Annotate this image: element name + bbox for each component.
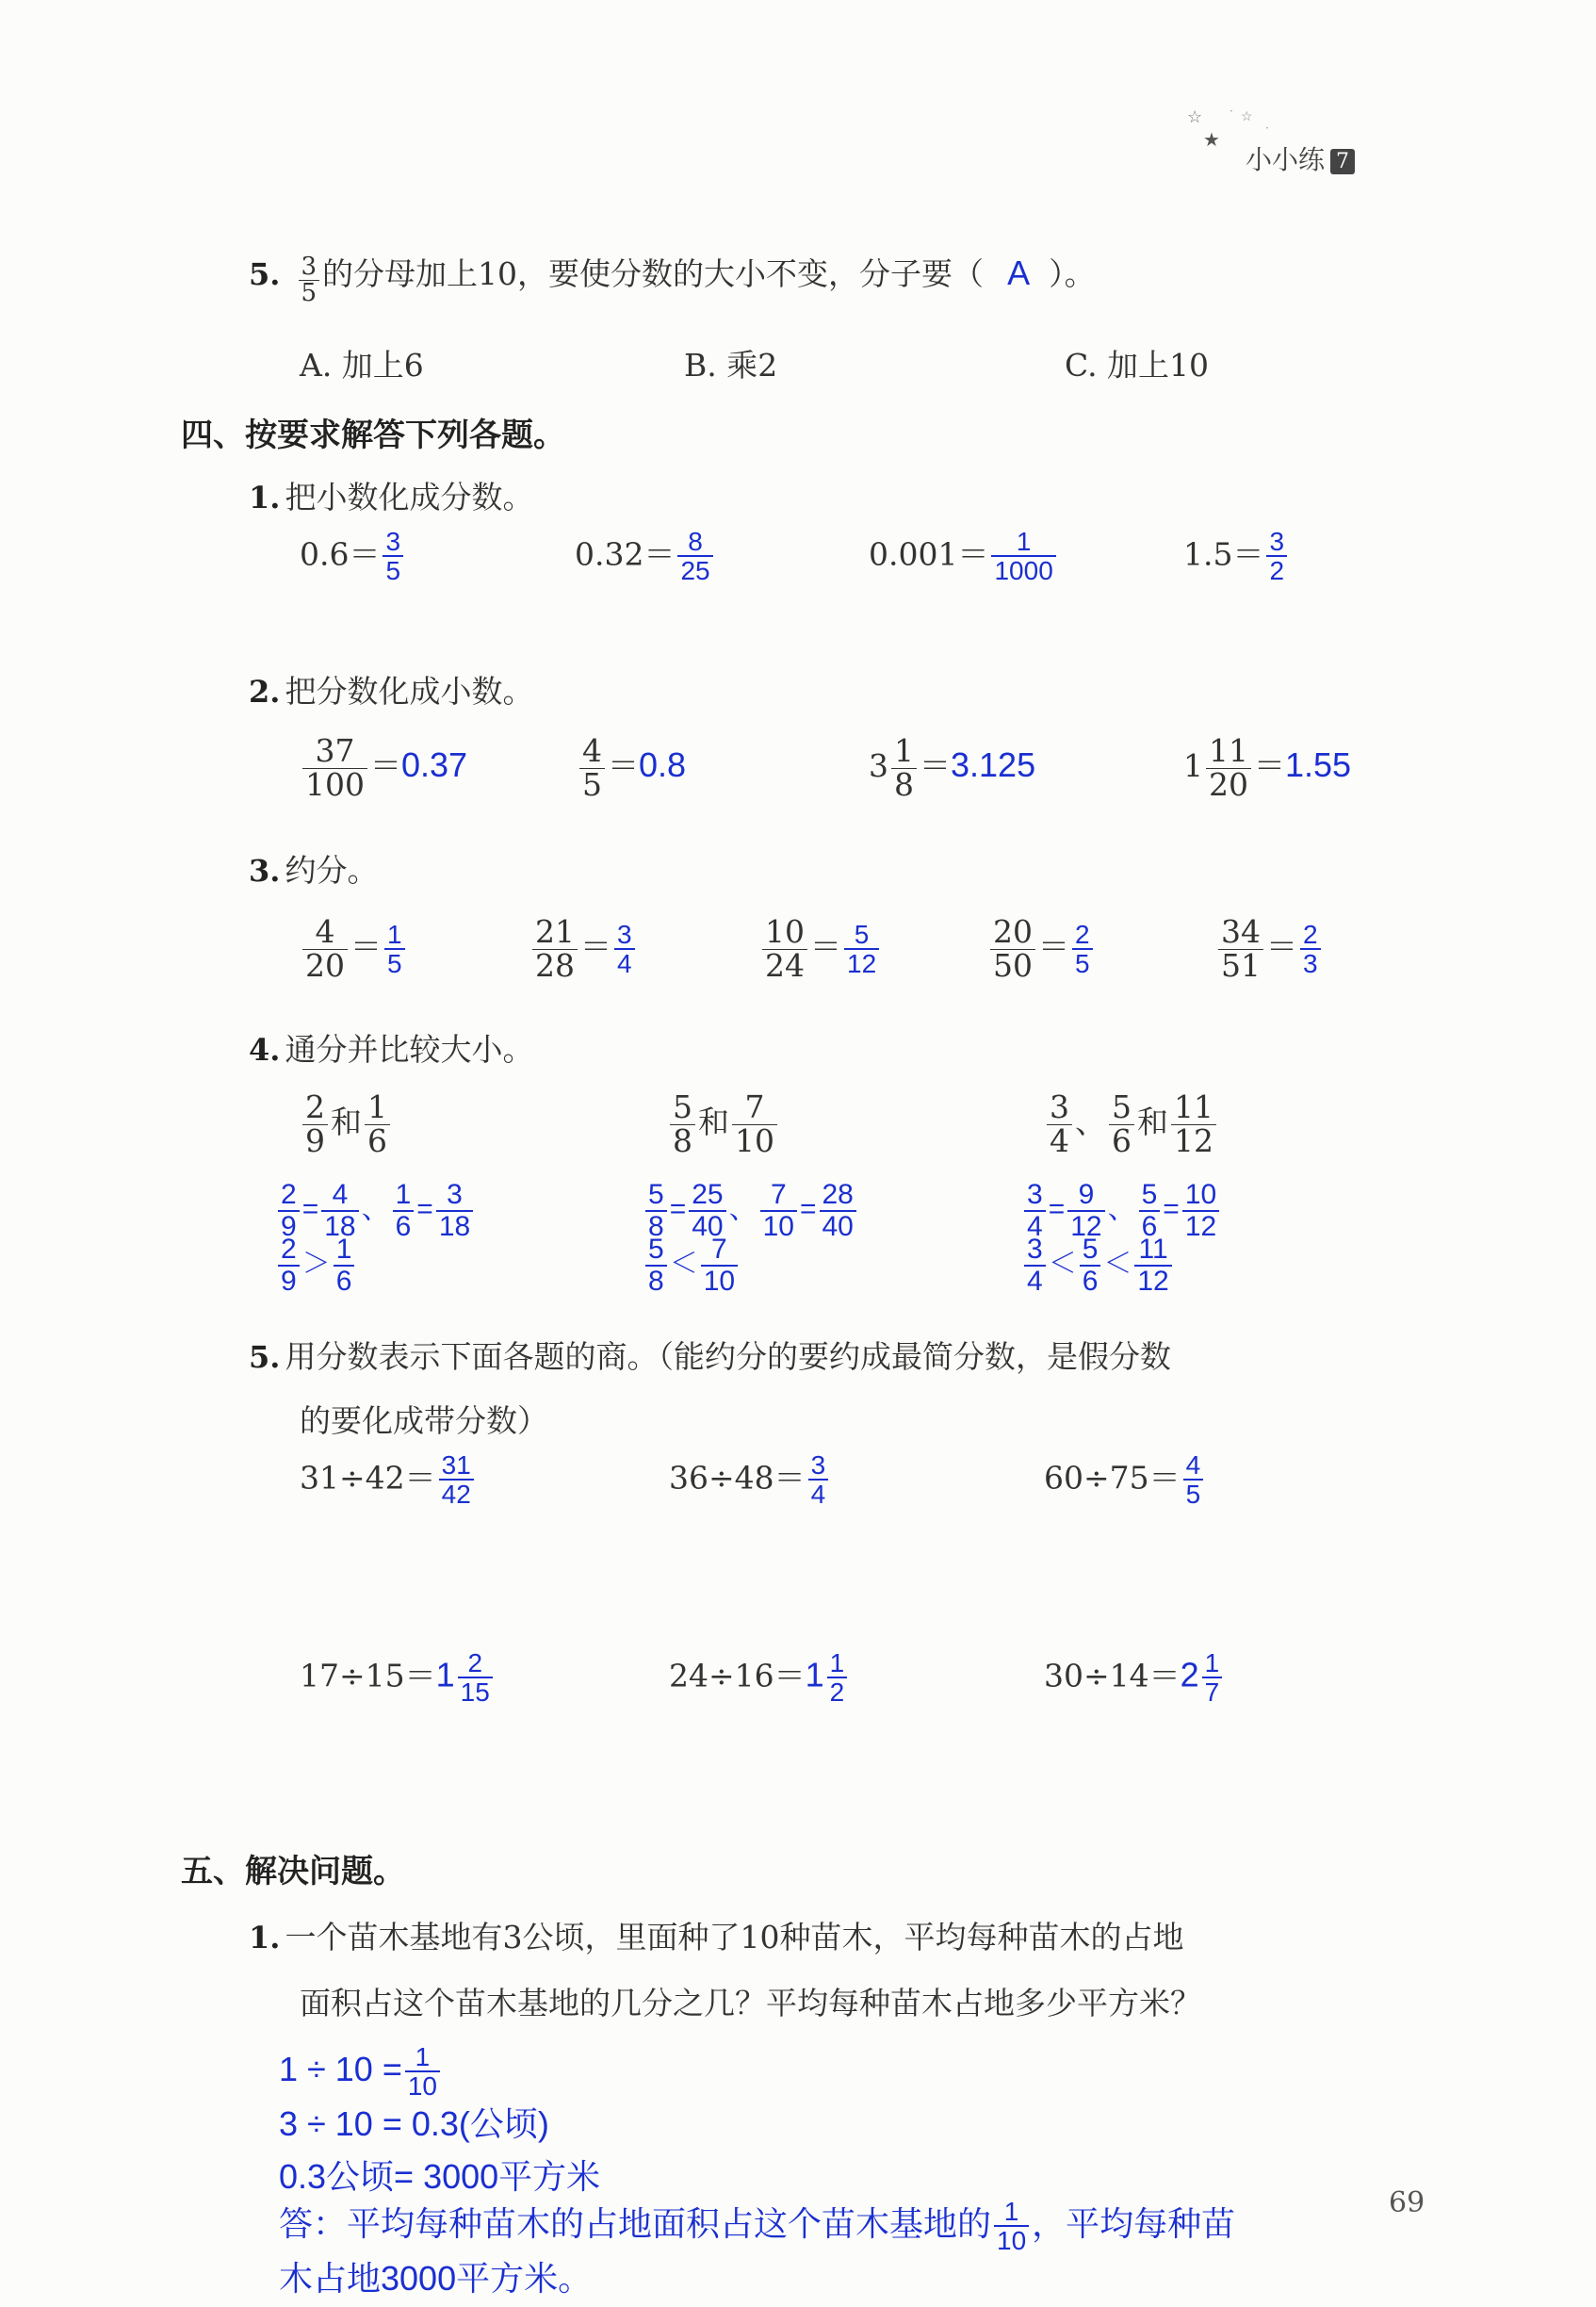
quotient-item: 31÷42＝ $\frac{31}{42}$	[300, 1451, 477, 1509]
fraction-to-decimal: $\frac{37}{100}$ ＝0.37	[300, 735, 467, 801]
reduce-fraction: $\frac{10}{24}$ ＝ $\frac{5}{12}$	[759, 916, 882, 982]
option-a: A. 加上6	[300, 347, 424, 384]
section-title: 五、解决问题。	[181, 1853, 405, 1890]
fraction-to-decimal: $\frac{4}{5}$ ＝0.8	[577, 735, 686, 801]
reduce-fraction: $\frac{20}{50}$ ＝ $\frac{2}{5}$	[987, 916, 1096, 982]
quotient-item: 60÷75＝ $\frac{4}{5}$	[1044, 1451, 1206, 1509]
question-text-line2: 的要化成带分数）	[300, 1402, 548, 1439]
compare-prompt: $\frac{5}{8}$ 和 $\frac{7}{10}$	[667, 1091, 780, 1157]
fraction-to-decimal: 1 $\frac{11}{20}$ ＝1.55	[1183, 732, 1352, 803]
svg-text:☆: ☆	[1241, 109, 1253, 124]
option-c: C. 加上10	[1065, 347, 1210, 384]
quotient-item: 30÷14＝2 $\frac{1}{7}$	[1044, 1649, 1225, 1707]
work-line: 3 ÷ 10 = 0.3(公顷)	[279, 2104, 549, 2143]
fraction: $\frac{3}{5}$	[299, 254, 320, 307]
question-heading: 2. 把分数化成小数。	[249, 673, 534, 710]
choice-question: 5. $\frac{3}{5}$ 的分母加上10，要使分数的大小不变，分子要（ A ）。	[249, 252, 1096, 307]
question-heading: 3. 约分。	[249, 852, 379, 889]
question-heading: 1. 把小数化成分数。	[249, 479, 534, 515]
svg-text:☆: ☆	[1187, 107, 1203, 127]
compare-prompt: $\frac{3}{4}$ 、 $\frac{5}{6}$ 和 $\frac{11}{12}$	[1044, 1091, 1219, 1157]
svg-text:★: ★	[1203, 128, 1220, 151]
option-b: B. 乘2	[684, 347, 778, 384]
choice-answer: A	[1007, 254, 1031, 292]
compare-work: $\frac{2}{9}$ = $\frac{4}{18}$ 、 $\frac{1}{6}$ = $\frac{3}{18}$	[275, 1180, 476, 1241]
work-line: 0.3公顷= 3000平方米	[279, 2157, 601, 2196]
quotient-item: 36÷48＝ $\frac{3}{4}$	[669, 1451, 831, 1509]
question-text-line2: 面积占这个苗木基地的几分之几？平均每种苗木占地多少平方米？	[300, 1985, 1201, 2021]
reduce-fraction: $\frac{4}{20}$ ＝ $\frac{1}{5}$	[300, 916, 408, 982]
quotient-item: 17÷15＝1 $\frac{2}{15}$	[300, 1649, 496, 1707]
section-title: 四、按要求解答下列各题。	[181, 417, 565, 454]
quotient-item: 24÷16＝1 $\frac{1}{2}$	[669, 1649, 850, 1707]
question-heading: 5. 用分数表示下面各题的商。（能约分的要约成最简分数，是假分数	[249, 1338, 1171, 1375]
answer-line: 答：平均每种苗木的占地面积占这个苗木基地的 $\frac{1}{10}$ ，平均每种苗	[279, 2197, 1236, 2256]
decimal-to-fraction: 0.6＝ $\frac{3}{5}$	[300, 528, 406, 585]
reduce-fraction: $\frac{34}{51}$ ＝ $\frac{2}{3}$	[1215, 916, 1324, 982]
compare-work: $\frac{5}{8}$ = $\frac{25}{40}$ 、 $\frac{7}{10}$ = $\frac{28}{40}$	[643, 1180, 859, 1241]
work-line: 1 ÷ 10 = $\frac{1}{10}$	[279, 2043, 443, 2101]
compare-prompt: $\frac{2}{9}$ 和 $\frac{1}{6}$	[300, 1091, 393, 1157]
svg-text:·: ·	[1230, 105, 1233, 118]
header-label: 小小练	[1246, 144, 1326, 175]
decimal-to-fraction: 0.32＝ $\frac{8}{25}$	[575, 528, 716, 585]
reduce-fraction: $\frac{21}{28}$ ＝ $\frac{3}{4}$	[529, 916, 638, 982]
section-header	[1246, 139, 1355, 177]
fraction-to-decimal: 3 $\frac{1}{8}$ ＝3.125	[869, 732, 1036, 803]
question-heading: 1. 一个苗木基地有3公顷，里面种了10种苗木，平均每种苗木的占地	[249, 1919, 1184, 1955]
compare-result: $\frac{5}{8}$ ＜ $\frac{7}{10}$	[643, 1235, 741, 1296]
question-heading: 4. 通分并比较大小。	[249, 1031, 534, 1068]
svg-text:·: ·	[1265, 122, 1269, 135]
page-number: 69	[1389, 2186, 1425, 2219]
decimal-to-fraction: 1.5＝ $\frac{3}{2}$	[1183, 528, 1290, 585]
header-badge: 7	[1330, 149, 1355, 174]
compare-result: $\frac{2}{9}$ ＞ $\frac{1}{6}$	[275, 1235, 357, 1296]
compare-work: $\frac{3}{4}$ = $\frac{9}{12}$ 、 $\frac{5}{6}$ = $\frac{10}{12}$	[1021, 1180, 1222, 1241]
answer-line: 木占地3000平方米。	[279, 2259, 593, 2298]
decimal-to-fraction: 0.001＝ $\frac{1}{1000}$	[869, 528, 1059, 585]
compare-result: $\frac{3}{4}$ ＜ $\frac{5}{6}$ ＜ $\frac{11}{12}$	[1021, 1235, 1175, 1296]
